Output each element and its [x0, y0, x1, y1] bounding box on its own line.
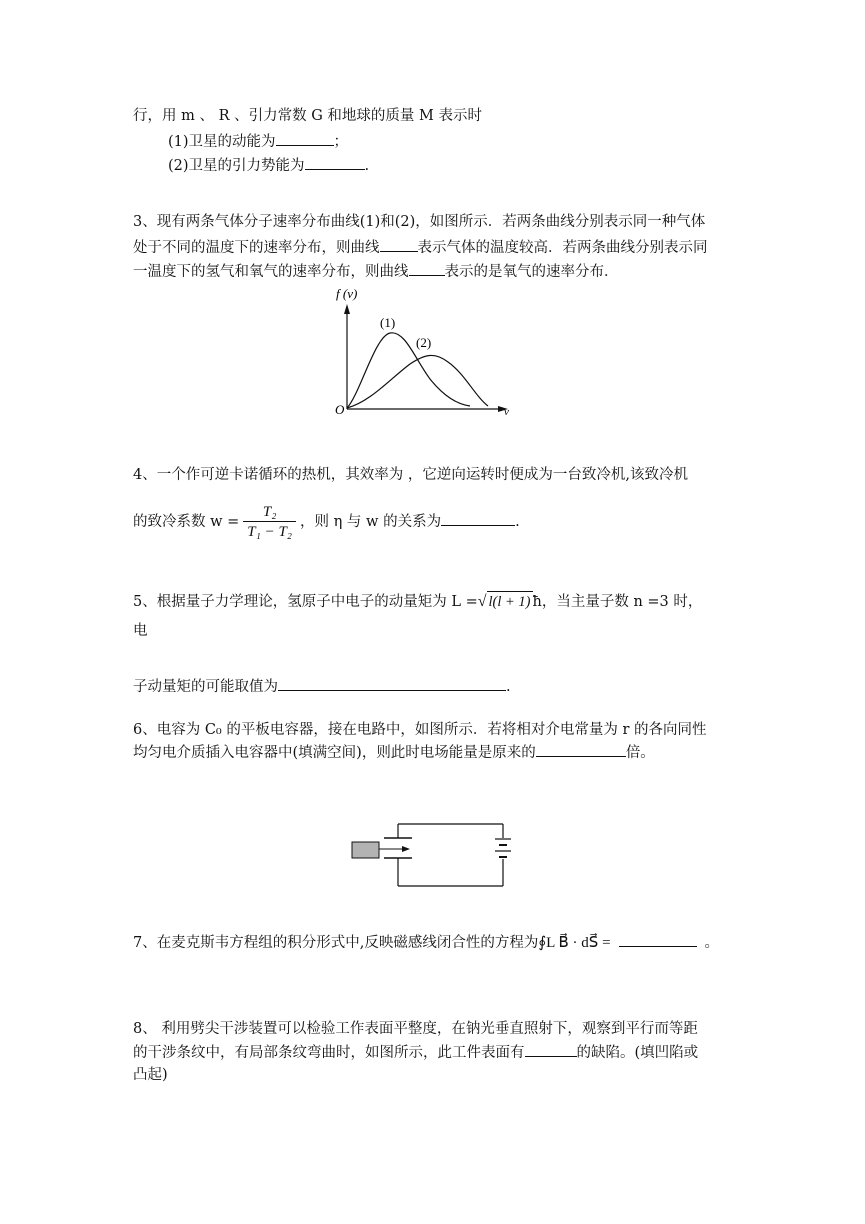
q3-line2-suffix: 表示气体的温度较高．若两条曲线分别表示同 [417, 240, 708, 256]
y-axis-arrow [344, 304, 350, 314]
q4-line2-prefix: 的致冷系数 w = [133, 514, 240, 530]
x-axis-label: v [504, 406, 509, 418]
speed-distribution-figure [330, 284, 520, 424]
q3-blank1[interactable] [380, 237, 418, 252]
q4-line2-suffix: . [515, 514, 520, 530]
q3-blank2[interactable] [409, 261, 445, 276]
q6-line2-suffix: 倍。 [625, 745, 655, 761]
fraction-denominator: T₁ − T₂ [247, 523, 293, 540]
sub2-prefix: (2)卫星的引力势能为 [168, 158, 305, 174]
q7-line [133, 932, 719, 953]
q4-line1: 4、一个作可逆卡诺循环的热机，其效率为 ，它逆向运转时便成为一台致冷机,该致冷机 [133, 467, 688, 483]
curve-1-label: (1) [380, 315, 396, 330]
q8-line3: 凸起) [133, 1067, 168, 1083]
sub2-blank[interactable] [305, 155, 365, 170]
sqrt-sign: √ [477, 593, 487, 610]
q3-line2-prefix: 处于不同的温度下的速率分布，则曲线 [133, 240, 380, 256]
y-axis-label: f (v) [336, 286, 358, 301]
q6-line1: 6、电容为 C₀ 的平板电容器，接在电路中，如图所示．若将相对介电常量为 r 的各向同性 [133, 722, 707, 738]
sqrt-content: l(l + 1) [487, 591, 533, 612]
q8-line1: 8、 利用劈尖干涉装置可以检验工作表面平整度，在钠光垂直照射下，观察到平行而等距 [133, 1021, 698, 1037]
curve-2-label: (2) [416, 335, 432, 350]
q8-line2 [133, 1042, 698, 1063]
q3-line3-suffix: 表示的是氧气的速率分布． [444, 264, 619, 280]
q5-line1-suffix: ħ，当主量子数 n =3 时， [532, 594, 703, 610]
q7-prefix: 7、在麦克斯韦方程组的积分形式中,反映磁感线闭合性的方程为 [133, 935, 539, 951]
q5-line1-prefix: 5、根据量子力学理论，氢原子中电子的动量矩为 L = [133, 594, 478, 610]
q3-line3 [133, 261, 619, 282]
q6-line2-prefix: 均匀电介质插入电容器中(填满空间)，则此时电场能量是原来的 [133, 745, 536, 761]
q3-line1: 3、现有两条气体分子速率分布曲线(1)和(2)，如图所示．若两条曲线分别表示同一种气体 [133, 214, 706, 230]
curve-1 [347, 333, 470, 408]
q4-blank[interactable] [441, 511, 515, 526]
q4-line2 [133, 500, 520, 544]
q7-blank[interactable] [619, 932, 697, 947]
q5-line1 [133, 591, 702, 612]
q8-line2-suffix: 的缺陷。(填凹陷或 [576, 1045, 699, 1061]
q6-blank[interactable] [536, 742, 626, 757]
capacitor-circuit-figure [348, 818, 518, 894]
q5-line2-prefix: 子动量矩的可能取值为 [133, 679, 278, 695]
q3-line3-prefix: 一温度下的氢气和氧气的速率分布，则曲线 [133, 264, 409, 280]
q7-suffix: 。 [704, 935, 720, 951]
fraction-numerator: T₂ [243, 503, 296, 522]
sub1-blank[interactable] [276, 131, 334, 146]
insert-arrow-head [402, 846, 410, 852]
q3-line2 [133, 237, 708, 258]
cooling-coefficient-fraction [243, 503, 296, 542]
curve-2 [347, 355, 488, 408]
sub1-suffix: ； [333, 134, 349, 150]
q5-line2 [133, 676, 511, 697]
q5-blank[interactable] [278, 676, 506, 691]
q8-line2-prefix: 的干涉条纹中，有局部条纹弯曲时，如图所示，此工件表面有 [133, 1045, 525, 1061]
q5-line2-suffix: . [506, 679, 511, 695]
dielectric-slab [352, 842, 379, 858]
intro-sub1 [168, 131, 348, 152]
q6-line2 [133, 742, 655, 763]
intro-line: 行，用 m 、 R 、引力常数 G 和地球的质量 M 表示时 [133, 108, 482, 124]
q4-line2-mid: ，则 η 与 w 的关系为 [300, 514, 442, 530]
maxwell-formula: ∮L B⃗ · dS⃗ = [538, 935, 611, 951]
sub2-suffix: . [364, 158, 370, 174]
sub1-prefix: (1)卫星的动能为 [168, 134, 276, 150]
q8-blank[interactable] [525, 1042, 577, 1057]
intro-sub2 [168, 155, 369, 176]
origin-label: O [335, 402, 345, 417]
q5-line1b: 电 [133, 623, 148, 639]
